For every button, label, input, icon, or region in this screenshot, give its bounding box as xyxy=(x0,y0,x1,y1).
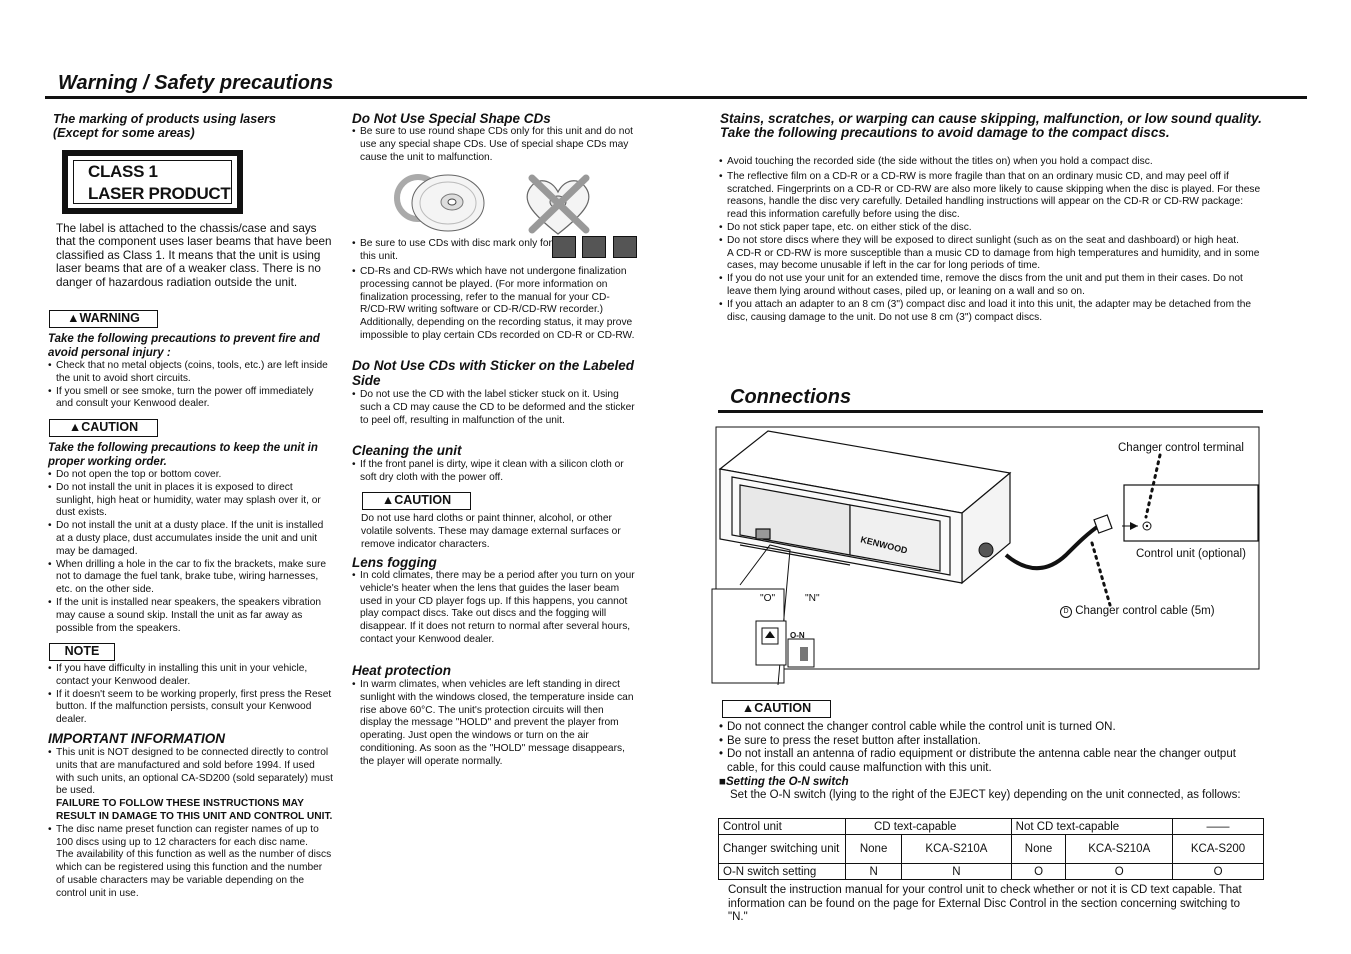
on-switch-heading: ■Setting the O-N switch xyxy=(719,776,849,788)
on-switch-text: Set the O-N switch (lying to the right of the EJECT key) depending on the unit connected, as follows: xyxy=(730,789,1241,801)
cable-marker: D xyxy=(1060,606,1072,618)
page-title: Warning / Safety precautions xyxy=(58,72,334,94)
list-item: • Check that no metal objects (coins, tools, etc.) are left inside the unit to avoid short circuits. xyxy=(48,360,333,386)
list-item: • In warm climates, when vehicles are left standing in direct sunlight with the windows closed, the temperature inside can rise above 60°C. The unit's protection circuits will then display the message "HOLD" and prevent the player from operating. Just open the windows or turn on the air conditioning. As soon as the "HOLD" message disappears, the player will operate normally. xyxy=(352,679,635,769)
class1-laser-label xyxy=(62,150,243,214)
important-list xyxy=(48,747,333,901)
caution-badge-3: ▲CAUTION xyxy=(722,700,831,718)
stains-list xyxy=(719,156,1264,324)
list-item: • Be sure to press the reset button after installation. xyxy=(719,735,1259,749)
list-item: • If you have difficulty in installing this unit in your vehicle, contact your Kenwood dealer. xyxy=(48,663,333,689)
note-list xyxy=(48,663,333,727)
kenwood-logo: KENWOOD xyxy=(859,534,909,556)
n-label: "N" xyxy=(805,593,820,604)
caution3-list xyxy=(719,721,1259,775)
list-item: • Do not use the CD with the label sticker stuck on it. Using such a CD may cause the CD to be deformed and the sticker to peel off, resulting in malfunction of the unit. xyxy=(352,389,635,427)
special-shape-heading: Do Not Use Special Shape CDs xyxy=(352,111,551,126)
list-item: • If the front panel is dirty, wipe it clean with a silicon cloth or soft dry cloth with the power off. xyxy=(352,459,635,485)
laser-line2: LASER PRODUCT xyxy=(88,184,231,203)
laser-line1: CLASS 1 xyxy=(88,162,158,181)
table-row: O-N switch setting N N O O O xyxy=(719,864,1264,880)
list-item: • Do not stick paper tape, etc. on either stick of the disc. xyxy=(719,222,1264,235)
list-item: • Do not install the unit in places it is exposed to direct sunlight, high heat or humidity, water may splash over it, or dust exists. xyxy=(48,482,333,520)
list-item: • If it doesn't seem to be working properly, first press the Reset button. If the malfunction persists, consult your Kenwood dealer. xyxy=(48,689,333,727)
list-item: • The disc name preset function can register names of up to 100 discs using up to 12 characters for each disc name. The availability of this function as well as the number of discs which can be registered using this function and the number of usable characters may be variable depending on the control unit in use. xyxy=(48,824,333,901)
fogging-heading: Lens fogging xyxy=(352,555,437,570)
disc-logo-icon xyxy=(582,236,606,258)
list-item: • When drilling a hole in the car to fix the brackets, make sure not to damage the fuel tank, brake tube, wiring harnesses, etc. on the other side. xyxy=(48,559,333,597)
note-badge: NOTE xyxy=(49,643,115,661)
list-item: • Be sure to use CDs with disc mark only for this unit. xyxy=(352,238,552,264)
warning-triangle-icon: ▲ xyxy=(67,311,80,325)
sticker-heading: Do Not Use CDs with Sticker on the Labeled Side xyxy=(352,358,635,388)
list-item: • Do not store discs where they will be exposed to direct sunlight (such as on the seat and dashboard) or high heat. A CD-R or CD-RW is more susceptible than a music CD to damage from high temperatures and humidity, and in some cases, may become unusable if left in the car for long periods of time. xyxy=(719,235,1264,273)
cd-changer-unit xyxy=(720,431,1010,583)
stains-heading: Stains, scratches, or warping can cause skipping, malfunction, or low sound quality. Take the following precautions to avoid damage to the compact discs. xyxy=(720,111,1262,140)
laser-heading: The marking of products using lasers (Except for some areas) xyxy=(53,112,276,140)
cdr-list xyxy=(352,266,635,343)
connections-rule xyxy=(718,410,1263,413)
square-bullet-icon: ■ xyxy=(719,776,726,788)
caution2-text: Do not use hard cloths or paint thinner, alcohol, or other volatile solvents. These may damage external surfaces or remove indicator characters. xyxy=(361,513,621,550)
caution-badge: ▲CAUTION xyxy=(49,419,158,437)
switch-label: O-N xyxy=(790,631,805,640)
list-item: • In cold climates, there may be a period after you turn on your vehicle's heater when the lens that guides the laser beam used in your CD player fogs up. If this happens, you cannot play compact discs. Take out discs and the fogging will disappear. If it does not return to normal after several hours, contact your Kenwood dealer. xyxy=(352,570,635,647)
list-item: • Do not install the unit at a dusty place. If the unit is installed at a dusty place, dust accumulates inside the unit and unit may be damaged. xyxy=(48,520,333,558)
warning-badge: ▲WARNING xyxy=(49,310,158,328)
list-item: • Do not open the top or bottom cover. xyxy=(48,469,333,482)
fogging-list xyxy=(352,570,635,647)
connections-title: Connections xyxy=(730,386,852,408)
changer-terminal-label: Changer control terminal xyxy=(1118,442,1244,454)
special-shape-list xyxy=(352,126,635,164)
caution-triangle-icon: ▲ xyxy=(741,701,755,715)
heat-heading: Heat protection xyxy=(352,663,452,678)
heat-list xyxy=(352,679,635,769)
warning-intro: Take the following precautions to prevent fire and avoid personal injury : xyxy=(48,333,320,359)
list-item: • Avoid touching the recorded side (the side without the titles on) when you hold a compact disc. xyxy=(719,156,1264,169)
caution-badge-2: ▲CAUTION xyxy=(362,492,471,510)
cleaning-list xyxy=(352,459,635,485)
caution-intro: Take the following precautions to keep the unit in proper working order. xyxy=(48,442,318,468)
list-item: • The reflective film on a CD-R or a CD-RW is more fragile than that on an ordinary music CD, and may peel off if scratched. Fingerprints on a CD-R or CD-RW are also more likely to cause skipping when the disc is played. For these reasons, handle the disc very carefully. Detailed handling instructions will appear on the CD-R or CD-RW package: read this information carefully before using the disc. xyxy=(719,171,1264,222)
list-item: • Do not install an antenna of radio equipment or distribute the antenna cable near the changer output cable, for this could cause malfunction with this unit. xyxy=(719,748,1259,775)
table-row: Changer switching unit None KCA-S210A None KCA-S210A KCA-S200 xyxy=(719,835,1264,864)
list-item: • This unit is NOT designed to be connected directly to control units that are manufactured and sold before 1994. If used with such units, an optional CA-SD200 (sold separately) must be used. FAILURE TO FOLLOW THESE INSTRUCTIONS MAY RESULT IN DAMAGE TO THIS UNIT AND CONTROL UNIT. xyxy=(48,747,333,824)
cable-label: D Changer control cable (5m) xyxy=(1060,605,1215,619)
cleaning-heading: Cleaning the unit xyxy=(352,443,462,458)
control-unit-label: Control unit (optional) xyxy=(1136,548,1246,560)
disc-mark-list xyxy=(352,238,552,264)
list-item: • Be sure to use round shape CDs only for this unit and do not use any special shape CDs. Use of special shape CDs may cause the unit to malfunction. xyxy=(352,126,635,164)
sticker-list xyxy=(352,389,635,427)
caution-triangle-icon: ▲ xyxy=(68,420,82,434)
list-item: • If you smell or see smoke, turn the power off immediately and consult your Kenwood dealer. xyxy=(48,386,333,412)
laser-text: The label is attached to the chassis/case and says that the component uses laser beams that have been classified as Class 1. It means that the unit is using laser beams that are of a weaker class. There is no danger of hazardous radiation outside the unit. xyxy=(56,222,332,289)
table-row: Control unit CD text-capable Not CD text-capable —— xyxy=(719,819,1264,835)
on-switch-table xyxy=(718,818,1264,880)
cd-illustrations xyxy=(390,168,600,240)
list-item: • Do not connect the changer control cable while the control unit is turned ON. xyxy=(719,721,1259,735)
list-item: • If you attach an adapter to an 8 cm (3") compact disc and load it into this unit, the adapter may be detached from the disc, causing damage to the unit. Do not use 8 cm (3") compact discs. xyxy=(719,299,1264,325)
disc-logo-icon xyxy=(552,236,576,258)
title-rule xyxy=(45,96,1307,99)
o-label: "O" xyxy=(760,593,776,604)
list-item: • If you do not use your unit for an extended time, remove the discs from the unit and put them in their cases. Do not leave them lying around without cases, piled up, or leaning on a wall and so on. xyxy=(719,273,1264,299)
disc-logo-icon xyxy=(613,236,637,258)
caution-triangle-icon: ▲ xyxy=(381,493,395,507)
disc-logos xyxy=(552,236,637,263)
list-item: • If the unit is installed near speakers, the speakers vibration may cause a sound skip. Install the unit as far away as possible from the speakers. xyxy=(48,597,333,635)
round-cd-icon xyxy=(412,175,484,231)
important-heading: IMPORTANT INFORMATION xyxy=(48,731,225,746)
warning-section xyxy=(48,332,333,411)
on-switch-footer: Consult the instruction manual for your control unit to check whether or not it is CD text capable. That information can be found on the page for External Disc Control in the section concerning switching to "N." xyxy=(728,884,1242,923)
connection-diagram xyxy=(710,425,1265,690)
caution-section xyxy=(48,441,333,635)
list-item: • CD-Rs and CD-RWs which have not undergone finalization processing cannot be played. (For more information on finalization processing, refer to the manual for your CD-R/CD-RW writing software or CD-R/CD-RW recorder.) Additionally, depending on the recording status, it may prove impossible to play certain CDs recorded on CD-R or CD-RW. xyxy=(352,266,635,343)
